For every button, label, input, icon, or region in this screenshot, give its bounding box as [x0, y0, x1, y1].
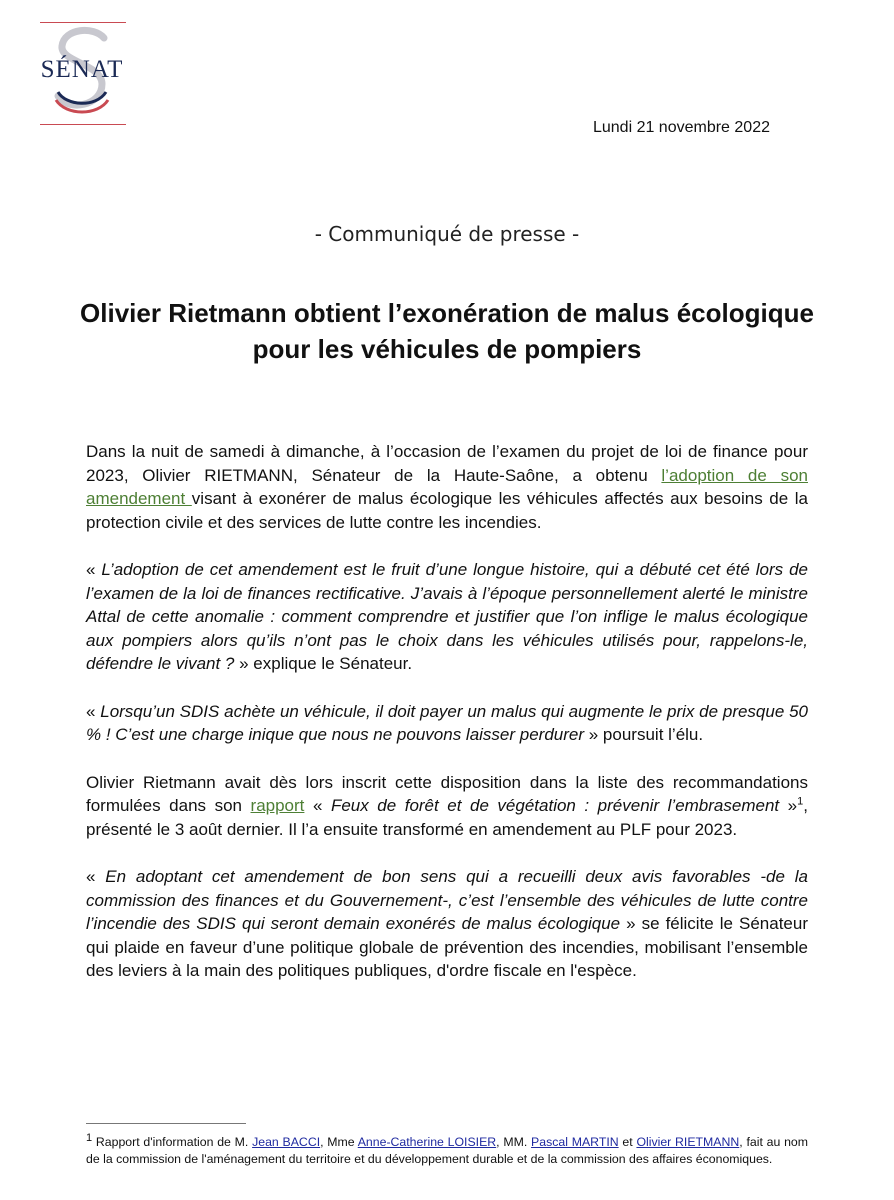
- p3-open: «: [86, 701, 101, 721]
- link-olivier-rietmann[interactable]: Olivier RIETMANN: [636, 1135, 740, 1149]
- paragraph-1: [86, 440, 808, 534]
- p3-quote: Lorsqu’un SDIS achète un véhicule, il doit payer un malus qui augmente le prix de presque 50 % ! C’est une charge inique que nous ne pouvons laisser perdurer: [86, 701, 808, 744]
- footnote-number: 1: [86, 1131, 93, 1144]
- p5-open: «: [86, 867, 106, 886]
- link-anne-catherine-loisier[interactable]: Anne-Catherine LOISIER: [357, 1135, 497, 1149]
- report-link[interactable]: rapport: [250, 796, 305, 815]
- paragraph-3: [86, 700, 808, 747]
- fn-text-3: , MM.: [496, 1135, 532, 1149]
- p2-quote: L’adoption de cet amendement est le fruit d’une longue histoire, qui a débuté cet été lors de l’examen de la loi de finances rectificative. J’avais à l’époque personnellement alerté le ministre Attal de cette anomalie : comment comprendre et justifier que l’on inflige le malus écologique aux pompiers alors qu’ils n’ont pas le choix dans les véhicules utilisés pour, rappelons-le, défendre le vivant ?: [86, 560, 808, 673]
- paragraph-2: [86, 558, 808, 676]
- paragraph-4: [86, 771, 808, 842]
- p5-tail: » se félicite le Sénateur qui plaide en faveur d’une politique globale de prévention des incendies, mobilisant l’ensemble des leviers à la main des politiques publiques, d'ordre fiscale en l'espèce.: [86, 914, 808, 980]
- p4-quote: Feux de forêt et de végétation : prévenir l’embrasement: [330, 796, 780, 815]
- p4-close: »: [779, 796, 798, 815]
- fn-text-1: Rapport d'information de M.: [92, 1135, 253, 1149]
- footnote-ref: 1: [797, 795, 804, 808]
- paragraph-5: [86, 865, 808, 983]
- p4-mid: «: [304, 796, 331, 815]
- p2-tail: » explique le Sénateur.: [234, 654, 413, 673]
- p1-lead: Dans la nuit de samedi à dimanche, à l’occasion de l’examen du projet de loi de finance pour 2023, Olivier RIETMANN, Sénateur de la Haute-Saône, a obtenu: [86, 442, 808, 485]
- fn-text-2: , Mme: [320, 1135, 358, 1149]
- p3-tail: » poursuit l’élu.: [584, 725, 704, 744]
- footnote-divider: [86, 1123, 246, 1124]
- link-pascal-martin[interactable]: Pascal MARTIN: [531, 1135, 619, 1149]
- fn-text-5: , fait au nom de la commission de l'aménagement du territoire et du développement durable et de la commission des affaires économiques.: [86, 1135, 809, 1166]
- footnote: [86, 1131, 809, 1168]
- fn-text-4: et: [618, 1135, 637, 1149]
- p4-tail: , présenté le 3 août dernier. Il l’a ensuite transformé en amendement au PLF pour 2023.: [86, 796, 808, 839]
- p1-tail: visant à exonérer de malus écologique les véhicules affectés aux besoins de la protection civile et des services de lutte contre les incendies.: [86, 489, 808, 532]
- p4-lead: Olivier Rietmann avait dès lors inscrit cette disposition dans la liste des recommandations formulées dans son: [86, 772, 808, 815]
- link-jean-bacci[interactable]: Jean BACCI: [252, 1135, 321, 1149]
- amendment-link[interactable]: l’adoption de son amendement: [86, 465, 808, 508]
- p2-open: «: [86, 560, 102, 579]
- page-title: Olivier Rietmann obtient l’exonération de malus écologique pour les véhicules de pompiers: [80, 298, 814, 364]
- press-release-label: - Communiqué de presse -: [314, 222, 580, 246]
- p5-quote: En adoptant cet amendement de bon sens qui a recueilli deux avis favorables -de la commission des finances et du Gouvernement-, c’est l’ensemble des véhicules de lutte contre l’incendie des SDIS qui seront demain exonérés de malus écologique: [86, 867, 808, 933]
- release-date: Lundi 21 novembre 2022: [592, 119, 770, 136]
- logo-bottom-rule: [40, 124, 126, 125]
- senat-logo: [36, 22, 128, 126]
- body-text: [86, 440, 808, 1007]
- logo-wordmark: SÉNAT: [40, 56, 124, 83]
